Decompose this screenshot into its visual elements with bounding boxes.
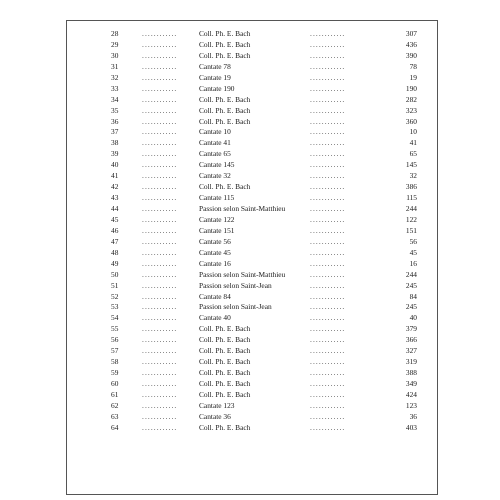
chorale-number: 43: [111, 193, 119, 203]
leader-dots: ............: [142, 127, 178, 137]
leader-dots: ............: [310, 236, 346, 246]
index-row: [67, 95, 437, 106]
leader-dots: ............: [310, 400, 346, 410]
source-title: Passion selon Saint-Jean: [199, 280, 272, 290]
chorale-number: 51: [111, 280, 119, 290]
index-row: [67, 346, 437, 357]
leader-dots: ............: [310, 379, 346, 388]
index-row: [67, 401, 437, 412]
source-title: Cantate 78: [199, 61, 231, 71]
index-row: [67, 193, 437, 204]
chorale-number: 31: [111, 61, 119, 71]
leader-dots: ............: [310, 422, 346, 432]
leader-dots: ............: [310, 171, 346, 181]
leader-dots: ............: [142, 368, 178, 378]
leader-dots: ............: [310, 149, 346, 159]
page-number: 319: [405, 357, 417, 367]
chorale-number: 57: [111, 346, 119, 356]
chorale-number: 55: [111, 324, 119, 334]
source-title: Cantate 151: [199, 225, 235, 235]
leader-dots: ............: [310, 214, 346, 224]
chorale-number: 62: [111, 400, 119, 410]
chorale-number: 29: [111, 39, 119, 49]
leader-dots: ............: [310, 94, 346, 104]
leader-dots: ............: [310, 247, 346, 257]
leader-dots: ............: [142, 94, 178, 104]
page-number: 145: [405, 160, 417, 170]
page-number: 151: [405, 225, 417, 235]
index-row: [67, 160, 437, 171]
page-number: 36: [409, 411, 417, 421]
chorale-number: 63: [111, 411, 119, 421]
source-title: Coll. Ph. E. Bach: [199, 379, 251, 388]
page-number: 245: [405, 302, 417, 312]
chorale-number: 36: [111, 116, 119, 126]
leader-dots: ............: [142, 83, 178, 93]
index-row: [67, 379, 437, 390]
leader-dots: ............: [142, 105, 178, 115]
leader-dots: ............: [310, 225, 346, 235]
leader-dots: ............: [310, 182, 346, 192]
chorale-number: 59: [111, 368, 119, 378]
index-row: [67, 237, 437, 248]
leader-dots: ............: [310, 269, 346, 279]
page-number: 390: [405, 50, 417, 60]
index-row: [67, 281, 437, 292]
source-title: Coll. Ph. E. Bach: [199, 324, 251, 334]
leader-dots: ............: [310, 50, 346, 60]
leader-dots: ............: [310, 258, 346, 268]
page-number: 10: [409, 127, 417, 137]
leader-dots: ............: [142, 39, 178, 49]
source-title: Coll. Ph. E. Bach: [199, 182, 251, 192]
page-number: 379: [405, 324, 417, 334]
page-number: 403: [405, 422, 417, 432]
source-title: Cantate 41: [199, 138, 231, 148]
source-title: Cantate 40: [199, 313, 231, 323]
chorale-number: 50: [111, 269, 119, 279]
leader-dots: ............: [142, 247, 178, 257]
leader-dots: ............: [142, 116, 178, 126]
source-title: Cantate 122: [199, 214, 235, 224]
index-row: [67, 248, 437, 259]
page-number: 32: [409, 171, 417, 181]
chorale-number: 54: [111, 313, 119, 323]
leader-dots: ............: [310, 105, 346, 115]
leader-dots: ............: [142, 291, 178, 301]
leader-dots: ............: [310, 39, 346, 49]
source-title: Cantate 56: [199, 236, 231, 246]
leader-dots: ............: [310, 138, 346, 148]
leader-dots: ............: [310, 29, 346, 38]
leader-dots: ............: [310, 72, 346, 82]
leader-dots: ............: [310, 324, 346, 334]
page-number: 388: [405, 368, 417, 378]
source-title: Coll. Ph. E. Bach: [199, 29, 251, 38]
leader-dots: ............: [142, 258, 178, 268]
leader-dots: ............: [142, 29, 178, 38]
leader-dots: ............: [142, 324, 178, 334]
leader-dots: ............: [142, 72, 178, 82]
source-title: Cantate 32: [199, 171, 231, 181]
index-row: [67, 182, 437, 193]
source-title: Cantate 19: [199, 72, 231, 82]
chorale-number: 39: [111, 149, 119, 159]
chorale-number: 53: [111, 302, 119, 312]
leader-dots: ............: [310, 291, 346, 301]
chorale-number: 49: [111, 258, 119, 268]
index-row: [67, 62, 437, 73]
document-page: [66, 20, 438, 495]
leader-dots: ............: [310, 411, 346, 421]
leader-dots: ............: [142, 182, 178, 192]
chorale-number: 56: [111, 335, 119, 345]
page-number: 115: [406, 193, 417, 203]
chorale-number: 41: [111, 171, 119, 181]
leader-dots: ............: [310, 83, 346, 93]
chorale-number: 48: [111, 247, 119, 257]
page-number: 244: [405, 204, 417, 213]
source-title: Coll. Ph. E. Bach: [199, 116, 251, 126]
source-title: Cantate 65: [199, 149, 231, 159]
chorale-number: 34: [111, 94, 119, 104]
chorale-number: 28: [111, 29, 119, 38]
leader-dots: ............: [142, 422, 178, 432]
leader-dots: ............: [310, 204, 346, 213]
leader-dots: ............: [142, 61, 178, 71]
leader-dots: ............: [310, 368, 346, 378]
leader-dots: ............: [142, 313, 178, 323]
source-title: Coll. Ph. E. Bach: [199, 422, 251, 432]
index-row: [67, 138, 437, 149]
page-number: 323: [405, 105, 417, 115]
index-row: [67, 313, 437, 324]
leader-dots: ............: [142, 269, 178, 279]
index-row: [67, 40, 437, 51]
index-row: [67, 259, 437, 270]
chorale-number: 33: [111, 83, 119, 93]
leader-dots: ............: [310, 61, 346, 71]
leader-dots: ............: [142, 346, 178, 356]
source-title: Coll. Ph. E. Bach: [199, 50, 251, 60]
leader-dots: ............: [142, 160, 178, 170]
source-title: Cantate 16: [199, 258, 231, 268]
source-title: Coll. Ph. E. Bach: [199, 346, 251, 356]
index-row: [67, 226, 437, 237]
index-row: [67, 171, 437, 182]
source-title: Cantate 84: [199, 291, 231, 301]
page-number: 41: [409, 138, 417, 148]
index-row: [67, 117, 437, 128]
leader-dots: ............: [310, 127, 346, 137]
page-number: 40: [409, 313, 417, 323]
page-number: 386: [405, 182, 417, 192]
leader-dots: ............: [310, 357, 346, 367]
index-row: [67, 127, 437, 138]
source-title: Cantate 145: [199, 160, 235, 170]
index-row: [67, 368, 437, 379]
chorale-number: 32: [111, 72, 119, 82]
source-title: Coll. Ph. E. Bach: [199, 389, 251, 399]
page-number: 19: [409, 72, 417, 82]
leader-dots: ............: [310, 313, 346, 323]
page-number: 45: [409, 247, 417, 257]
source-title: Cantate 36: [199, 411, 231, 421]
leader-dots: ............: [142, 50, 178, 60]
leader-dots: ............: [142, 400, 178, 410]
index-row: [67, 204, 437, 215]
index-row: [67, 302, 437, 313]
source-title: Cantate 190: [199, 83, 235, 93]
index-row: [67, 84, 437, 95]
page-number: 307: [405, 29, 417, 38]
page-number: 436: [405, 39, 417, 49]
leader-dots: ............: [142, 214, 178, 224]
chorale-number: 40: [111, 160, 119, 170]
leader-dots: ............: [310, 160, 346, 170]
leader-dots: ............: [310, 116, 346, 126]
source-title: Passion selon Saint-Jean: [199, 302, 272, 312]
leader-dots: ............: [142, 280, 178, 290]
chorale-number: 46: [111, 225, 119, 235]
page-number: 78: [409, 61, 417, 71]
chorale-number: 64: [111, 422, 119, 432]
leader-dots: ............: [142, 302, 178, 312]
leader-dots: ............: [142, 225, 178, 235]
page-number: 360: [405, 116, 417, 126]
page-number: 349: [405, 379, 417, 388]
index-row: [67, 215, 437, 226]
page-number: 190: [405, 83, 417, 93]
source-title: Coll. Ph. E. Bach: [199, 39, 251, 49]
page-number: 65: [409, 149, 417, 159]
source-title: Passion selon Saint-Matthieu: [199, 204, 286, 213]
index-row: [67, 73, 437, 84]
leader-dots: ............: [310, 302, 346, 312]
page-number: 366: [405, 335, 417, 345]
index-row: [67, 324, 437, 335]
chorale-number: 44: [111, 204, 119, 213]
page-number: 244: [405, 269, 417, 279]
index-row: [67, 412, 437, 423]
leader-dots: ............: [142, 204, 178, 213]
index-row: [67, 292, 437, 303]
index-row: [67, 423, 437, 434]
source-title: Cantate 45: [199, 247, 231, 257]
leader-dots: ............: [142, 193, 178, 203]
source-title: Coll. Ph. E. Bach: [199, 335, 251, 345]
leader-dots: ............: [310, 389, 346, 399]
chorale-number: 37: [111, 127, 119, 137]
leader-dots: ............: [142, 236, 178, 246]
leader-dots: ............: [142, 149, 178, 159]
chorale-number: 61: [111, 389, 119, 399]
leader-dots: ............: [142, 138, 178, 148]
chorale-number: 42: [111, 182, 119, 192]
leader-dots: ............: [310, 193, 346, 203]
leader-dots: ............: [310, 280, 346, 290]
leader-dots: ............: [142, 379, 178, 388]
page-number: 84: [409, 291, 417, 301]
source-title: Coll. Ph. E. Bach: [199, 357, 251, 367]
chorale-number: 58: [111, 357, 119, 367]
page-number: 122: [405, 214, 417, 224]
source-title: Passion selon Saint-Matthieu: [199, 269, 286, 279]
index-row: [67, 149, 437, 160]
leader-dots: ............: [142, 335, 178, 345]
page-number: 327: [405, 346, 417, 356]
chorale-number: 35: [111, 105, 119, 115]
index-row: [67, 51, 437, 62]
leader-dots: ............: [142, 389, 178, 399]
index-row: [67, 335, 437, 346]
chorale-number: 30: [111, 50, 119, 60]
page-number: 245: [405, 280, 417, 290]
source-title: Coll. Ph. E. Bach: [199, 94, 251, 104]
source-title: Coll. Ph. E. Bach: [199, 105, 251, 115]
chorale-number: 45: [111, 214, 119, 224]
index-row: [67, 357, 437, 368]
leader-dots: ............: [310, 346, 346, 356]
chorale-number: 60: [111, 379, 119, 388]
chorale-number: 52: [111, 291, 119, 301]
index-table: [67, 29, 437, 434]
leader-dots: ............: [142, 171, 178, 181]
leader-dots: ............: [142, 411, 178, 421]
source-title: Cantate 115: [199, 193, 235, 203]
source-title: Cantate 123: [199, 400, 235, 410]
source-title: Cantate 10: [199, 127, 231, 137]
index-row: [67, 270, 437, 281]
leader-dots: ............: [142, 357, 178, 367]
page-number: 424: [405, 389, 417, 399]
page-number: 123: [405, 400, 417, 410]
index-row: [67, 106, 437, 117]
page-number: 16: [409, 258, 417, 268]
page-number: 282: [405, 94, 417, 104]
source-title: Coll. Ph. E. Bach: [199, 368, 251, 378]
chorale-number: 38: [111, 138, 119, 148]
leader-dots: ............: [310, 335, 346, 345]
page-number: 56: [409, 236, 417, 246]
index-row: [67, 29, 437, 40]
chorale-number: 47: [111, 236, 119, 246]
index-row: [67, 390, 437, 401]
